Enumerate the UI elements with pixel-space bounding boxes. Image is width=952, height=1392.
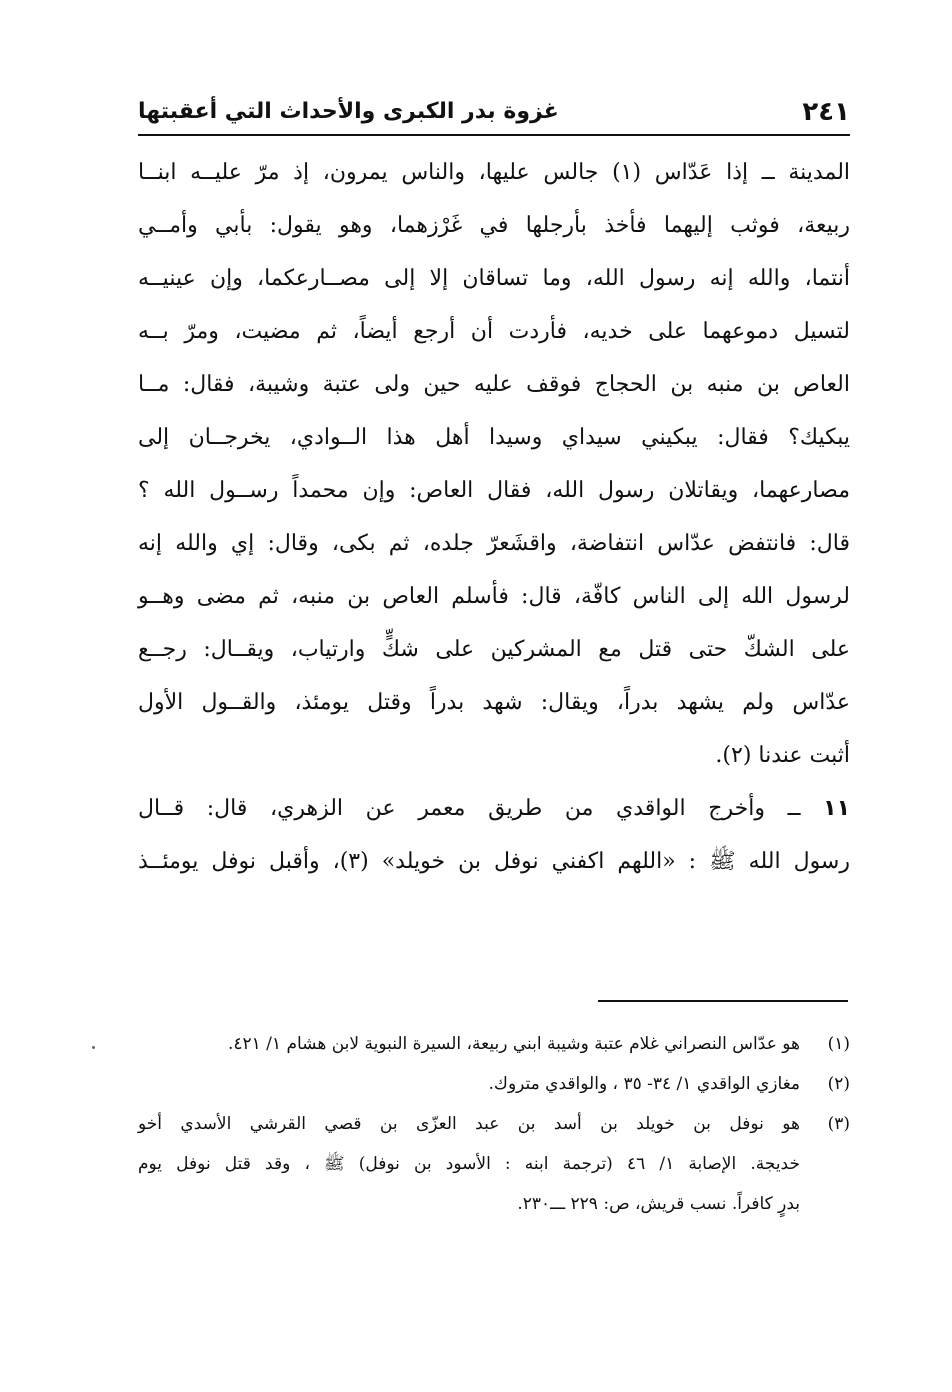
footnote-text: مغازي الواقدي ١/ ٣٤- ٣٥ ، والواقدي متروك.: [488, 1074, 800, 1094]
footnote: [138, 1104, 850, 1224]
footnote-marker: (١): [827, 1034, 850, 1054]
main-text: [138, 146, 850, 888]
text-line: عدّاس ولم يشهد بدراً، ويقال: شهد بدراً وقتل يومئذ، والقــول الأول: [138, 690, 850, 715]
text-line: قال: فانتفض عدّاس انتفاضة، واقشَعرّ جلده، ثم بكى، وقال: إي والله إنه: [138, 531, 850, 556]
scan-speck: [92, 1046, 95, 1049]
footnote-marker: (٣): [827, 1114, 850, 1134]
text-line: أنتما، والله إنه رسول الله، وما تساقان إلا إلى مصــارعكما، وإن عينيــه: [138, 266, 850, 291]
footnote-text: هو نوفل بن خويلد بن أسد بن عبد العزّى بن قصي القرشي الأسدي أخو: [138, 1114, 800, 1134]
footnotes: [138, 1024, 850, 1224]
footnote-text: خديجة. الإصابة ١/ ٤٦ (ترجمة ابنه : الأسود بن نوفل) ﷺ ، وقد قتل نوفل يوم: [138, 1154, 800, 1174]
text-line: العاص بن منبه بن الحجاج فوقف عليه حين ولى عتبة وشيبة، فقال: مــا: [138, 372, 850, 397]
paragraph-text: ــ وأخرج الواقدي من طريق معمر عن الزهري، قال: قــال: [138, 796, 801, 821]
text-line: على الشكّ حتى قتل مع المشركين على شكٍّ وارتياب، ويقــال: رجــع: [138, 637, 850, 662]
footnote: [138, 1064, 850, 1104]
text-line: لرسول الله إلى الناس كافّة، قال: فأسلم العاص بن منبه، ثم مضى وهــو: [138, 584, 850, 609]
footnote-text: هو عدّاس النصراني غلام عتبة وشيبة ابني ربيعة، السيرة النبوية لابن هشام ١/ ٤٢١.: [227, 1034, 800, 1054]
text-line: يبكيك؟ فقال: يبكيني سيداي وسيدا أهل هذا الــوادي، يخرجــان إلى: [138, 425, 850, 450]
text-line: لتسيل دموعهما على خديه، فأردت أن أرجع أيضاً، ثم مضيت، ومرّ بــه: [138, 319, 850, 344]
footnote-marker: (٢): [827, 1074, 850, 1094]
paragraph-number: ١١: [823, 796, 850, 821]
footnote-separator: [598, 1000, 848, 1002]
running-title: غزوة بدر الكبرى والأحداث التي أعقبتها: [138, 99, 559, 124]
text-line: أثبت عندنا (٢).: [715, 743, 850, 768]
header-rule: [138, 134, 850, 136]
paragraph-11-line: [138, 782, 850, 835]
text-line: مصارعهما، ويقاتلان رسول الله، فقال العاص: وإن محمداً رســول الله ؟: [138, 478, 850, 503]
page-header: [138, 97, 850, 133]
text-line: المدينة ــ إذا عَدّاس (١) جالس عليها، والناس يمرون، إذ مرّ عليــه ابنــا: [138, 160, 851, 185]
footnote-text: بدرٍ كافراً. نسب قريش، ص: ٢٢٩ ـــ٢٣٠.: [517, 1194, 800, 1214]
text-line: رسول الله ﷺ : «اللهم اكفني نوفل بن خويلد» (٣)، وأقبل نوفل يومئــذ: [138, 849, 850, 874]
page-number: ٢٤١: [802, 97, 850, 127]
footnote: [138, 1024, 850, 1064]
text-line: ربيعة، فوثب إليهما فأخذ بأرجلها في غَرْزهما، وهو يقول: بأبي وأمــي: [138, 213, 850, 238]
